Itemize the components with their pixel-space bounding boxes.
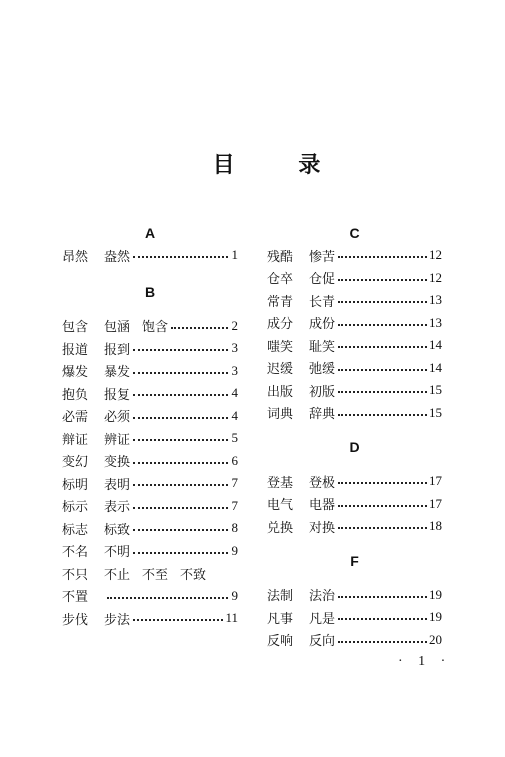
term: 爆发 — [62, 365, 89, 381]
page-title: 目 录 — [212, 153, 349, 178]
leader-dots — [338, 391, 427, 393]
leader-dots — [338, 301, 427, 303]
page-ref: 1 — [231, 247, 238, 263]
page-ref: 17 — [429, 495, 442, 511]
toc-entry[interactable] — [267, 584, 442, 607]
term: 反响 — [267, 634, 294, 650]
term: 登极 — [309, 475, 336, 491]
page-ref: 5 — [231, 430, 238, 446]
section-letter-b: B — [144, 283, 156, 300]
leader-dots — [338, 256, 427, 258]
term: 辞典 — [309, 407, 336, 423]
term: 电气 — [267, 498, 294, 514]
toc-entry[interactable] — [267, 267, 442, 290]
term: 耻笑 — [309, 339, 336, 355]
toc-entry[interactable] — [62, 244, 238, 267]
page-ref: 12 — [429, 269, 442, 285]
term: 抱负 — [62, 387, 89, 403]
leader-dots — [338, 279, 427, 281]
toc-column-right — [267, 222, 442, 651]
term: 报复 — [104, 387, 131, 403]
term: 表示 — [104, 500, 131, 516]
leader-dots — [338, 482, 427, 484]
page-ref: 19 — [429, 586, 442, 602]
leader-dots — [338, 596, 427, 598]
term: 嗤笑 — [267, 339, 294, 355]
toc-entry[interactable] — [267, 493, 442, 516]
term: 法制 — [267, 589, 294, 605]
leader-dots — [171, 327, 228, 329]
leader-dots — [338, 527, 427, 529]
term: 法治 — [309, 589, 336, 605]
term: 变换 — [104, 455, 131, 471]
leader-dots — [338, 414, 427, 416]
leader-dots — [133, 394, 228, 396]
page-ref: 2 — [231, 317, 238, 333]
page-ref: 13 — [429, 292, 442, 308]
term: 不名 — [62, 545, 89, 561]
leader-dots — [338, 324, 427, 326]
toc-entry[interactable] — [267, 244, 442, 267]
page-ref: 4 — [231, 385, 238, 401]
page-ref: 9 — [231, 587, 238, 603]
term: 标示 — [62, 500, 89, 516]
term: 电器 — [309, 498, 336, 514]
toc-entry[interactable] — [267, 289, 442, 312]
term: 步伐 — [62, 612, 89, 628]
term: 报道 — [62, 342, 89, 358]
term: 成分 — [267, 317, 294, 333]
section-letter-d: D — [349, 439, 360, 455]
term: 仓促 — [309, 272, 336, 288]
term: 不至 — [142, 567, 169, 583]
term: 不致 — [180, 567, 207, 583]
section-letter-a: A — [144, 225, 156, 241]
leader-dots — [133, 529, 228, 531]
term: 报到 — [104, 342, 131, 358]
page-ref: 7 — [231, 475, 238, 491]
term: 凡是 — [309, 611, 336, 627]
page-number: · 1 · — [398, 654, 452, 669]
term: 凡事 — [267, 611, 294, 627]
leader-dots — [107, 597, 228, 599]
term: 表明 — [104, 477, 131, 493]
page-ref: 3 — [231, 362, 238, 378]
toc-entry[interactable] — [62, 405, 238, 428]
leader-dots — [133, 439, 228, 441]
leader-dots — [133, 462, 228, 464]
toc-entry[interactable] — [62, 517, 238, 540]
leader-dots — [133, 507, 228, 509]
term: 惨苦 — [309, 249, 336, 265]
term: 登基 — [267, 475, 294, 491]
page-ref: 14 — [429, 337, 442, 353]
page-ref: 11 — [225, 610, 238, 626]
page-ref: 6 — [231, 452, 238, 468]
page-ref: 13 — [429, 314, 442, 330]
section-letter-c: C — [349, 225, 360, 241]
section-letter-f: F — [350, 552, 359, 569]
term: 不只 — [62, 567, 89, 583]
leader-dots — [338, 618, 427, 620]
leader-dots — [133, 256, 228, 258]
term: 出版 — [267, 384, 294, 400]
term: 标明 — [62, 477, 89, 493]
toc-entry-multi[interactable] — [62, 562, 238, 585]
leader-dots — [338, 369, 427, 371]
page-ref: 15 — [429, 404, 442, 420]
leader-dots — [133, 552, 228, 554]
term: 初版 — [309, 384, 336, 400]
toc-entry[interactable] — [62, 360, 238, 383]
page-ref: 4 — [231, 407, 238, 423]
toc-entry[interactable] — [62, 337, 238, 360]
leader-dots — [133, 372, 228, 374]
toc-entry[interactable] — [267, 312, 442, 335]
page-ref: 12 — [429, 247, 442, 263]
term: 不置 — [62, 590, 89, 606]
term: 步法 — [104, 612, 131, 628]
page-ref: 18 — [429, 518, 442, 534]
leader-dots — [133, 417, 228, 419]
leader-dots — [133, 484, 228, 486]
leader-dots — [338, 641, 427, 643]
toc-entry[interactable] — [62, 427, 238, 450]
page-ref: 19 — [429, 609, 442, 625]
toc-entry[interactable] — [62, 540, 238, 563]
term: 长青 — [309, 294, 336, 310]
term: 成份 — [309, 317, 336, 333]
toc-entry[interactable] — [62, 450, 238, 473]
term: 辩证 — [62, 432, 89, 448]
term: 标志 — [62, 522, 89, 538]
term: 兑换 — [267, 520, 294, 536]
term: 昂然 — [62, 249, 89, 265]
toc-entry[interactable] — [62, 472, 238, 495]
toc-column-left — [62, 222, 238, 630]
page-ref: 15 — [429, 382, 442, 398]
term: 不明 — [104, 545, 131, 561]
term: 暴发 — [104, 365, 131, 381]
leader-dots — [338, 505, 427, 507]
toc-entry[interactable] — [267, 379, 442, 402]
term: 变幻 — [62, 455, 89, 471]
term: 残酷 — [267, 249, 294, 265]
toc-entry[interactable] — [267, 629, 442, 652]
term: 必须 — [104, 410, 131, 426]
toc-entry[interactable] — [267, 402, 442, 425]
term: 仓卒 — [267, 272, 294, 288]
leader-dots — [338, 346, 427, 348]
page-ref: 17 — [429, 473, 442, 489]
toc-entry[interactable] — [267, 357, 442, 380]
toc-entry-continuation[interactable] — [62, 585, 238, 608]
toc-entry[interactable] — [267, 515, 442, 538]
term: 常青 — [267, 294, 294, 310]
term: 包含 — [62, 320, 89, 336]
term: 辨证 — [104, 432, 131, 448]
toc-entry[interactable] — [267, 606, 442, 629]
page-ref: 8 — [231, 520, 238, 536]
leader-dots — [133, 349, 228, 351]
page-ref: 14 — [429, 359, 442, 375]
term: 词典 — [267, 407, 294, 423]
toc-entry[interactable] — [62, 607, 238, 630]
term: 迟缓 — [267, 362, 294, 378]
page-ref: 3 — [231, 340, 238, 356]
term: 对换 — [309, 520, 336, 536]
toc-entry[interactable] — [62, 382, 238, 405]
term: 包涵 — [104, 320, 131, 336]
term: 标致 — [104, 522, 131, 538]
toc-entry[interactable] — [267, 334, 442, 357]
toc-entry[interactable] — [267, 470, 442, 493]
term: 弛缓 — [309, 362, 336, 378]
term: 反向 — [309, 634, 336, 650]
leader-dots — [133, 619, 223, 621]
page-ref: 7 — [231, 497, 238, 513]
term: 饱含 — [142, 320, 169, 336]
term: 盎然 — [104, 249, 131, 265]
page-ref: 20 — [429, 631, 442, 647]
term: 必需 — [62, 410, 89, 426]
page-ref: 9 — [231, 542, 238, 558]
toc-entry[interactable] — [62, 495, 238, 518]
term: 不止 — [104, 567, 131, 583]
toc-entry[interactable] — [62, 315, 238, 338]
